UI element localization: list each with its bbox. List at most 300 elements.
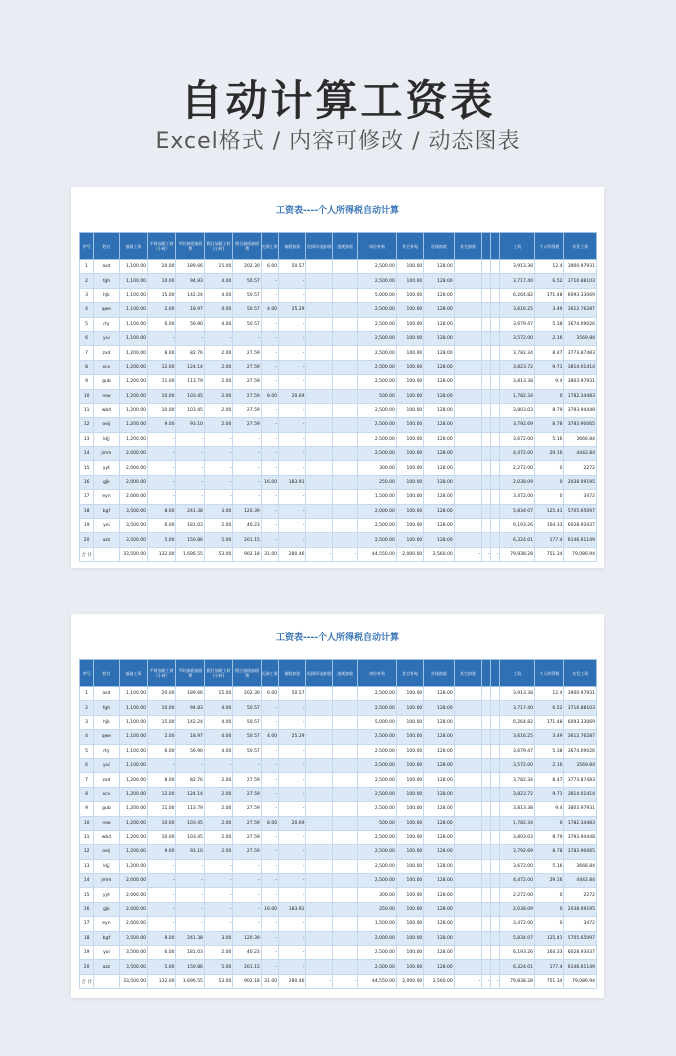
table-cell: - xyxy=(261,931,278,945)
table-cell: 2,500.00 xyxy=(358,758,397,772)
table-cell: gub xyxy=(94,375,119,389)
table-cell: 8.79 xyxy=(535,403,564,417)
table-cell xyxy=(454,274,481,288)
table-cell: 4 xyxy=(80,730,94,744)
table-cell: 100.00 xyxy=(396,845,423,859)
table-cell: - xyxy=(148,917,176,931)
table-cell: - xyxy=(279,360,306,374)
table-cell: - xyxy=(279,274,306,288)
table-cell: 6.00 xyxy=(261,687,278,701)
table-cell: - xyxy=(148,902,176,916)
table-cell: 27.59 xyxy=(233,375,261,389)
table-cell: - xyxy=(148,447,176,461)
table-cell: 4,472.00 xyxy=(500,447,535,461)
table-cell: 6028.93437 xyxy=(564,519,597,533)
table-cell: qwe xyxy=(94,730,119,744)
table-cell: 100.00 xyxy=(396,389,423,403)
table-cell: azz xyxy=(94,533,119,547)
table-cell: 100.00 xyxy=(396,687,423,701)
table-cell: 100.00 xyxy=(396,960,423,974)
column-header: 请假扣款 xyxy=(279,233,306,260)
table-cell: - xyxy=(261,874,278,888)
table-row xyxy=(80,687,597,701)
table-cell: 12.4 xyxy=(535,687,564,701)
table-cell xyxy=(491,303,500,317)
table-cell xyxy=(482,303,491,317)
table-cell xyxy=(306,475,332,489)
table-cell: 128.00 xyxy=(424,758,454,772)
table-cell: 189.66 xyxy=(176,687,204,701)
table-cell: 2,500.00 xyxy=(358,317,397,331)
table-cell: - xyxy=(148,859,176,873)
table-cell: 11.00 xyxy=(148,375,176,389)
table-cell: 150.86 xyxy=(176,960,204,974)
table-cell xyxy=(332,274,357,288)
table-cell xyxy=(482,360,491,374)
table-cell: 10.00 xyxy=(148,403,176,417)
table-cell: 2,500.00 xyxy=(358,730,397,744)
table-cell xyxy=(491,931,500,945)
total-cell: 902.18 xyxy=(233,974,261,988)
table-cell: 2.00 xyxy=(204,360,232,374)
table-cell: 94.83 xyxy=(176,701,204,715)
table-cell: azz xyxy=(94,960,119,974)
column-header xyxy=(491,233,500,260)
column-header: 个人所得税 xyxy=(535,233,564,260)
table-cell: 2,000.00 xyxy=(358,504,397,518)
table-cell: - xyxy=(279,447,306,461)
table-cell: 3569.84 xyxy=(564,758,597,772)
table-cell: - xyxy=(204,874,232,888)
table-cell: 6,193.26 xyxy=(500,519,535,533)
table-cell: 128.00 xyxy=(424,475,454,489)
column-header: 假日加班加班费 xyxy=(233,233,261,260)
total-cell: 33,500.00 xyxy=(119,974,147,988)
table-cell: 3666.84 xyxy=(564,859,597,873)
table-cell: - xyxy=(233,432,261,446)
table-cell: 56.90 xyxy=(176,317,204,331)
table-cell: 20 xyxy=(80,960,94,974)
table-cell xyxy=(306,859,332,873)
table-cell xyxy=(306,490,332,504)
table-cell: 3,803.03 xyxy=(500,403,535,417)
table-cell: 177.4 xyxy=(535,533,564,547)
table-cell: 5 xyxy=(80,317,94,331)
table-cell: 128.00 xyxy=(424,418,454,432)
table-cell xyxy=(482,730,491,744)
table-cell: 100.00 xyxy=(396,490,423,504)
table-cell xyxy=(306,845,332,859)
table-cell xyxy=(454,744,481,758)
table-cell: 3,616.25 xyxy=(500,730,535,744)
table-cell: 20.69 xyxy=(279,389,306,403)
table-cell: 100.00 xyxy=(396,375,423,389)
table-cell xyxy=(306,946,332,960)
table-cell: 300.00 xyxy=(358,461,397,475)
table-cell: - xyxy=(176,758,204,772)
table-cell: 103.45 xyxy=(176,816,204,830)
table-cell: 100.00 xyxy=(396,461,423,475)
table-cell: 20.69 xyxy=(279,816,306,830)
total-cell: - xyxy=(306,974,332,988)
table-row xyxy=(80,730,597,744)
total-row xyxy=(80,974,597,988)
table-cell: 3,792.69 xyxy=(500,418,535,432)
table-cell: 2,500.00 xyxy=(358,403,397,417)
total-cell: 280.46 xyxy=(279,974,306,988)
table-cell: 6.00 xyxy=(148,519,176,533)
table-cell: 50.57 xyxy=(233,317,261,331)
table-cell: 6146.61149 xyxy=(564,533,597,547)
table-cell: 3,813.38 xyxy=(500,802,535,816)
table-cell: 181.03 xyxy=(176,946,204,960)
table-cell: - xyxy=(279,317,306,331)
table-cell xyxy=(306,902,332,916)
table-cell: - xyxy=(204,917,232,931)
total-cell: 2,560.00 xyxy=(424,547,454,561)
table-cell: 8 xyxy=(80,360,94,374)
table-cell xyxy=(332,830,357,844)
table-cell: 100.00 xyxy=(396,715,423,729)
table-cell xyxy=(454,917,481,931)
table-cell: - xyxy=(204,461,232,475)
table-cell: 128.00 xyxy=(424,303,454,317)
table-cell: 12.00 xyxy=(148,360,176,374)
table-cell: 27.59 xyxy=(233,845,261,859)
table-row xyxy=(80,490,597,504)
table-cell: 2272 xyxy=(564,461,597,475)
table-cell: 125.41 xyxy=(535,931,564,945)
table-cell: 2.16 xyxy=(535,758,564,772)
table-cell: 8.00 xyxy=(261,389,278,403)
table-cell: - xyxy=(148,758,176,772)
hero-subtitle: Excel格式 / 内容可修改 / 动态图表 xyxy=(155,129,521,154)
column-header: 姓名 xyxy=(94,233,119,260)
table-cell: 6,264.82 xyxy=(500,715,535,729)
table-cell: 18.97 xyxy=(176,303,204,317)
table-cell: 12.00 xyxy=(148,787,176,801)
table-cell: 100.00 xyxy=(396,331,423,345)
table-cell: - xyxy=(279,533,306,547)
table-cell: 2,500.00 xyxy=(358,331,397,345)
table-cell xyxy=(454,902,481,916)
table-cell xyxy=(491,418,500,432)
table-cell: - xyxy=(176,432,204,446)
table-cell xyxy=(332,360,357,374)
table-cell: 8.79 xyxy=(535,830,564,844)
total-cell: 1,696.55 xyxy=(176,547,204,561)
table-cell: 0 xyxy=(535,461,564,475)
table-cell xyxy=(491,375,500,389)
table-cell: 128.00 xyxy=(424,859,454,873)
table-cell xyxy=(482,490,491,504)
table-cell: 1,782.34 xyxy=(500,389,535,403)
table-cell: fgh xyxy=(94,274,119,288)
table-cell: 27.59 xyxy=(233,830,261,844)
column-header: 基础工资 xyxy=(119,660,147,687)
table-cell xyxy=(454,288,481,302)
table-cell xyxy=(491,874,500,888)
total-cell: 33,500.00 xyxy=(119,547,147,561)
table-cell: 4.00 xyxy=(204,744,232,758)
table-cell: 16.00 xyxy=(261,902,278,916)
table-cell: - xyxy=(233,874,261,888)
column-header: 迟到工时 xyxy=(261,233,278,260)
table-cell xyxy=(332,519,357,533)
table-row xyxy=(80,519,597,533)
table-cell: 10.00 xyxy=(148,830,176,844)
table-row xyxy=(80,274,597,288)
table-cell xyxy=(454,475,481,489)
table-cell: 27.59 xyxy=(233,773,261,787)
total-cell: 53.00 xyxy=(204,974,232,988)
total-cell: - xyxy=(454,974,481,988)
table-cell: 128.00 xyxy=(424,447,454,461)
table-cell: asd xyxy=(94,687,119,701)
table-cell: - xyxy=(148,888,176,902)
table-cell: 1,200.00 xyxy=(119,375,147,389)
table-cell: 2.00 xyxy=(204,773,232,787)
column-header: 假日加班工时(小时) xyxy=(204,233,232,260)
table-cell: 142.24 xyxy=(176,715,204,729)
table-cell xyxy=(454,317,481,331)
table-cell: yyt xyxy=(94,888,119,902)
table-cell: - xyxy=(261,917,278,931)
table-cell: - xyxy=(279,859,306,873)
column-header: 其它补贴 xyxy=(396,660,423,687)
table-cell: 2038.09195 xyxy=(564,475,597,489)
total-cell: - xyxy=(491,547,500,561)
table-cell: 10.00 xyxy=(148,701,176,715)
table-cell: - xyxy=(261,274,278,288)
table-cell: 3,813.38 xyxy=(500,375,535,389)
table-cell: 3793.94448 xyxy=(564,830,597,844)
table-row xyxy=(80,504,597,518)
table-cell: 113.79 xyxy=(176,375,204,389)
table-cell: 103.45 xyxy=(176,389,204,403)
table-cell: 128.00 xyxy=(424,687,454,701)
table-cell: 113.79 xyxy=(176,802,204,816)
total-cell: 132.00 xyxy=(148,547,176,561)
table-cell xyxy=(332,687,357,701)
table-cell xyxy=(491,758,500,772)
table-cell: 0 xyxy=(535,475,564,489)
table-cell: - xyxy=(261,418,278,432)
table-cell: - xyxy=(279,418,306,432)
table-cell: - xyxy=(204,859,232,873)
table-cell: 18 xyxy=(80,931,94,945)
table-cell: 3,913.38 xyxy=(500,687,535,701)
total-cell: - xyxy=(306,547,332,561)
table-cell: 2.00 xyxy=(204,816,232,830)
table-cell: 128.00 xyxy=(424,360,454,374)
table-cell: 2038.09195 xyxy=(564,902,597,916)
table-cell: 3,500.00 xyxy=(119,931,147,945)
table-cell: 1,500.00 xyxy=(358,490,397,504)
table-cell: 189.66 xyxy=(176,260,204,274)
table-cell: - xyxy=(261,758,278,772)
table-cell: 1,200.00 xyxy=(119,845,147,859)
table-cell: 2,500.00 xyxy=(358,303,397,317)
table-cell xyxy=(482,447,491,461)
table-cell: 3666.84 xyxy=(564,432,597,446)
table-cell: - xyxy=(148,490,176,504)
table-cell: 1,782.34 xyxy=(500,816,535,830)
table-cell: 40.23 xyxy=(233,946,261,960)
table-cell: 100.00 xyxy=(396,701,423,715)
table-cell: - xyxy=(279,946,306,960)
table-cell xyxy=(454,533,481,547)
table-cell: 9.00 xyxy=(148,418,176,432)
table-cell xyxy=(454,360,481,374)
table-row xyxy=(80,701,597,715)
table-cell: 2,500.00 xyxy=(358,375,397,389)
table-cell: - xyxy=(261,461,278,475)
table-cell xyxy=(332,773,357,787)
table-cell: - xyxy=(233,917,261,931)
table-cell: - xyxy=(261,490,278,504)
table-cell: - xyxy=(279,461,306,475)
table-cell: 4.00 xyxy=(204,715,232,729)
table-cell: 0 xyxy=(535,389,564,403)
table-cell: 1,200.00 xyxy=(119,403,147,417)
table-cell xyxy=(332,447,357,461)
table-cell: 2,272.00 xyxy=(500,888,535,902)
table-cell: 4.00 xyxy=(261,730,278,744)
table-cell: kljj xyxy=(94,432,119,446)
table-cell xyxy=(332,260,357,274)
table-cell xyxy=(306,787,332,801)
table-cell: rty xyxy=(94,317,119,331)
total-cell: 280.46 xyxy=(279,547,306,561)
table-cell: 100.00 xyxy=(396,787,423,801)
table-cell xyxy=(482,331,491,345)
total-cell: 902.18 xyxy=(233,547,261,561)
table-cell: 2.00 xyxy=(204,802,232,816)
table-cell xyxy=(482,874,491,888)
table-cell: 7 xyxy=(80,773,94,787)
table-cell: - xyxy=(279,701,306,715)
table-cell xyxy=(306,504,332,518)
table-cell: 128.00 xyxy=(424,773,454,787)
table-cell: 3,823.72 xyxy=(500,360,535,374)
total-cell: - xyxy=(482,974,491,988)
table-cell xyxy=(306,346,332,360)
total-cell: 2,000.00 xyxy=(396,547,423,561)
table-cell: rty xyxy=(94,744,119,758)
table-cell: - xyxy=(233,859,261,873)
table-cell: 100.00 xyxy=(396,432,423,446)
total-cell: 合 计 xyxy=(80,547,94,561)
table-cell xyxy=(306,917,332,931)
table-cell: 3472 xyxy=(564,917,597,931)
table-cell: 4.00 xyxy=(204,730,232,744)
table-cell: 100.00 xyxy=(396,859,423,873)
table-cell: 128.00 xyxy=(424,317,454,331)
table-cell xyxy=(306,830,332,844)
table-cell xyxy=(306,274,332,288)
table-cell: 5,000.00 xyxy=(358,715,397,729)
table-cell: 12 xyxy=(80,845,94,859)
table-cell: - xyxy=(279,960,306,974)
table-cell xyxy=(482,317,491,331)
table-cell: 3472 xyxy=(564,490,597,504)
table-cell xyxy=(491,773,500,787)
table-cell: 6,264.82 xyxy=(500,288,535,302)
table-cell xyxy=(306,389,332,403)
table-cell xyxy=(491,830,500,844)
table-cell xyxy=(306,730,332,744)
column-header: 请假扣款 xyxy=(279,660,306,687)
table-cell: 8.00 xyxy=(148,504,176,518)
table-cell: 1,100.00 xyxy=(119,758,147,772)
column-header: 姓名 xyxy=(94,660,119,687)
table-cell xyxy=(491,403,500,417)
table-cell: 2.00 xyxy=(204,418,232,432)
table-cell: 183.91 xyxy=(279,475,306,489)
table-cell xyxy=(454,758,481,772)
table-row xyxy=(80,744,597,758)
table-cell: 3710.88103 xyxy=(564,274,597,288)
table-cell: 3,472.00 xyxy=(500,490,535,504)
table-cell xyxy=(332,403,357,417)
table-cell: 171.48 xyxy=(535,288,564,302)
table-cell: - xyxy=(279,715,306,729)
table-cell xyxy=(454,490,481,504)
table-cell: 2,500.00 xyxy=(358,830,397,844)
table-cell: zxd xyxy=(94,773,119,787)
table-cell: 3,672.00 xyxy=(500,859,535,873)
table-cell: 100.00 xyxy=(396,931,423,945)
column-header: 假日加班加班费 xyxy=(233,660,261,687)
table-cell: 128.00 xyxy=(424,787,454,801)
table-cell: 128.00 xyxy=(424,519,454,533)
table-cell: 183.91 xyxy=(279,902,306,916)
table-cell: - xyxy=(204,432,232,446)
table-cell xyxy=(482,389,491,403)
table-cell: 1,100.00 xyxy=(119,317,147,331)
table-cell: - xyxy=(261,331,278,345)
table-cell: 128.00 xyxy=(424,504,454,518)
table-cell: 5.38 xyxy=(535,744,564,758)
table-cell: - xyxy=(279,504,306,518)
table-cell: - xyxy=(148,475,176,489)
table-cell: 6.52 xyxy=(535,274,564,288)
table-cell xyxy=(306,802,332,816)
table-cell: 9.71 xyxy=(535,360,564,374)
table-cell: - xyxy=(279,346,306,360)
table-cell: 16 xyxy=(80,475,94,489)
table-cell: 3,717.40 xyxy=(500,701,535,715)
table-cell: 5.00 xyxy=(148,533,176,547)
table-cell: 5 xyxy=(80,744,94,758)
table-cell xyxy=(482,787,491,801)
table-cell: 3,500.00 xyxy=(119,504,147,518)
table-cell: 3783.90065 xyxy=(564,845,597,859)
table-cell: 1,200.00 xyxy=(119,418,147,432)
table-cell: 125.41 xyxy=(535,504,564,518)
table-cell: 3,572.00 xyxy=(500,331,535,345)
table-cell: 3,792.69 xyxy=(500,845,535,859)
table-cell xyxy=(491,715,500,729)
table-cell: 5.16 xyxy=(535,859,564,873)
table-cell: gjk xyxy=(94,902,119,916)
table-cell xyxy=(306,874,332,888)
table-cell xyxy=(491,533,500,547)
table-cell xyxy=(332,730,357,744)
table-cell: 27.59 xyxy=(233,418,261,432)
table-cell: 2,500.00 xyxy=(358,701,397,715)
